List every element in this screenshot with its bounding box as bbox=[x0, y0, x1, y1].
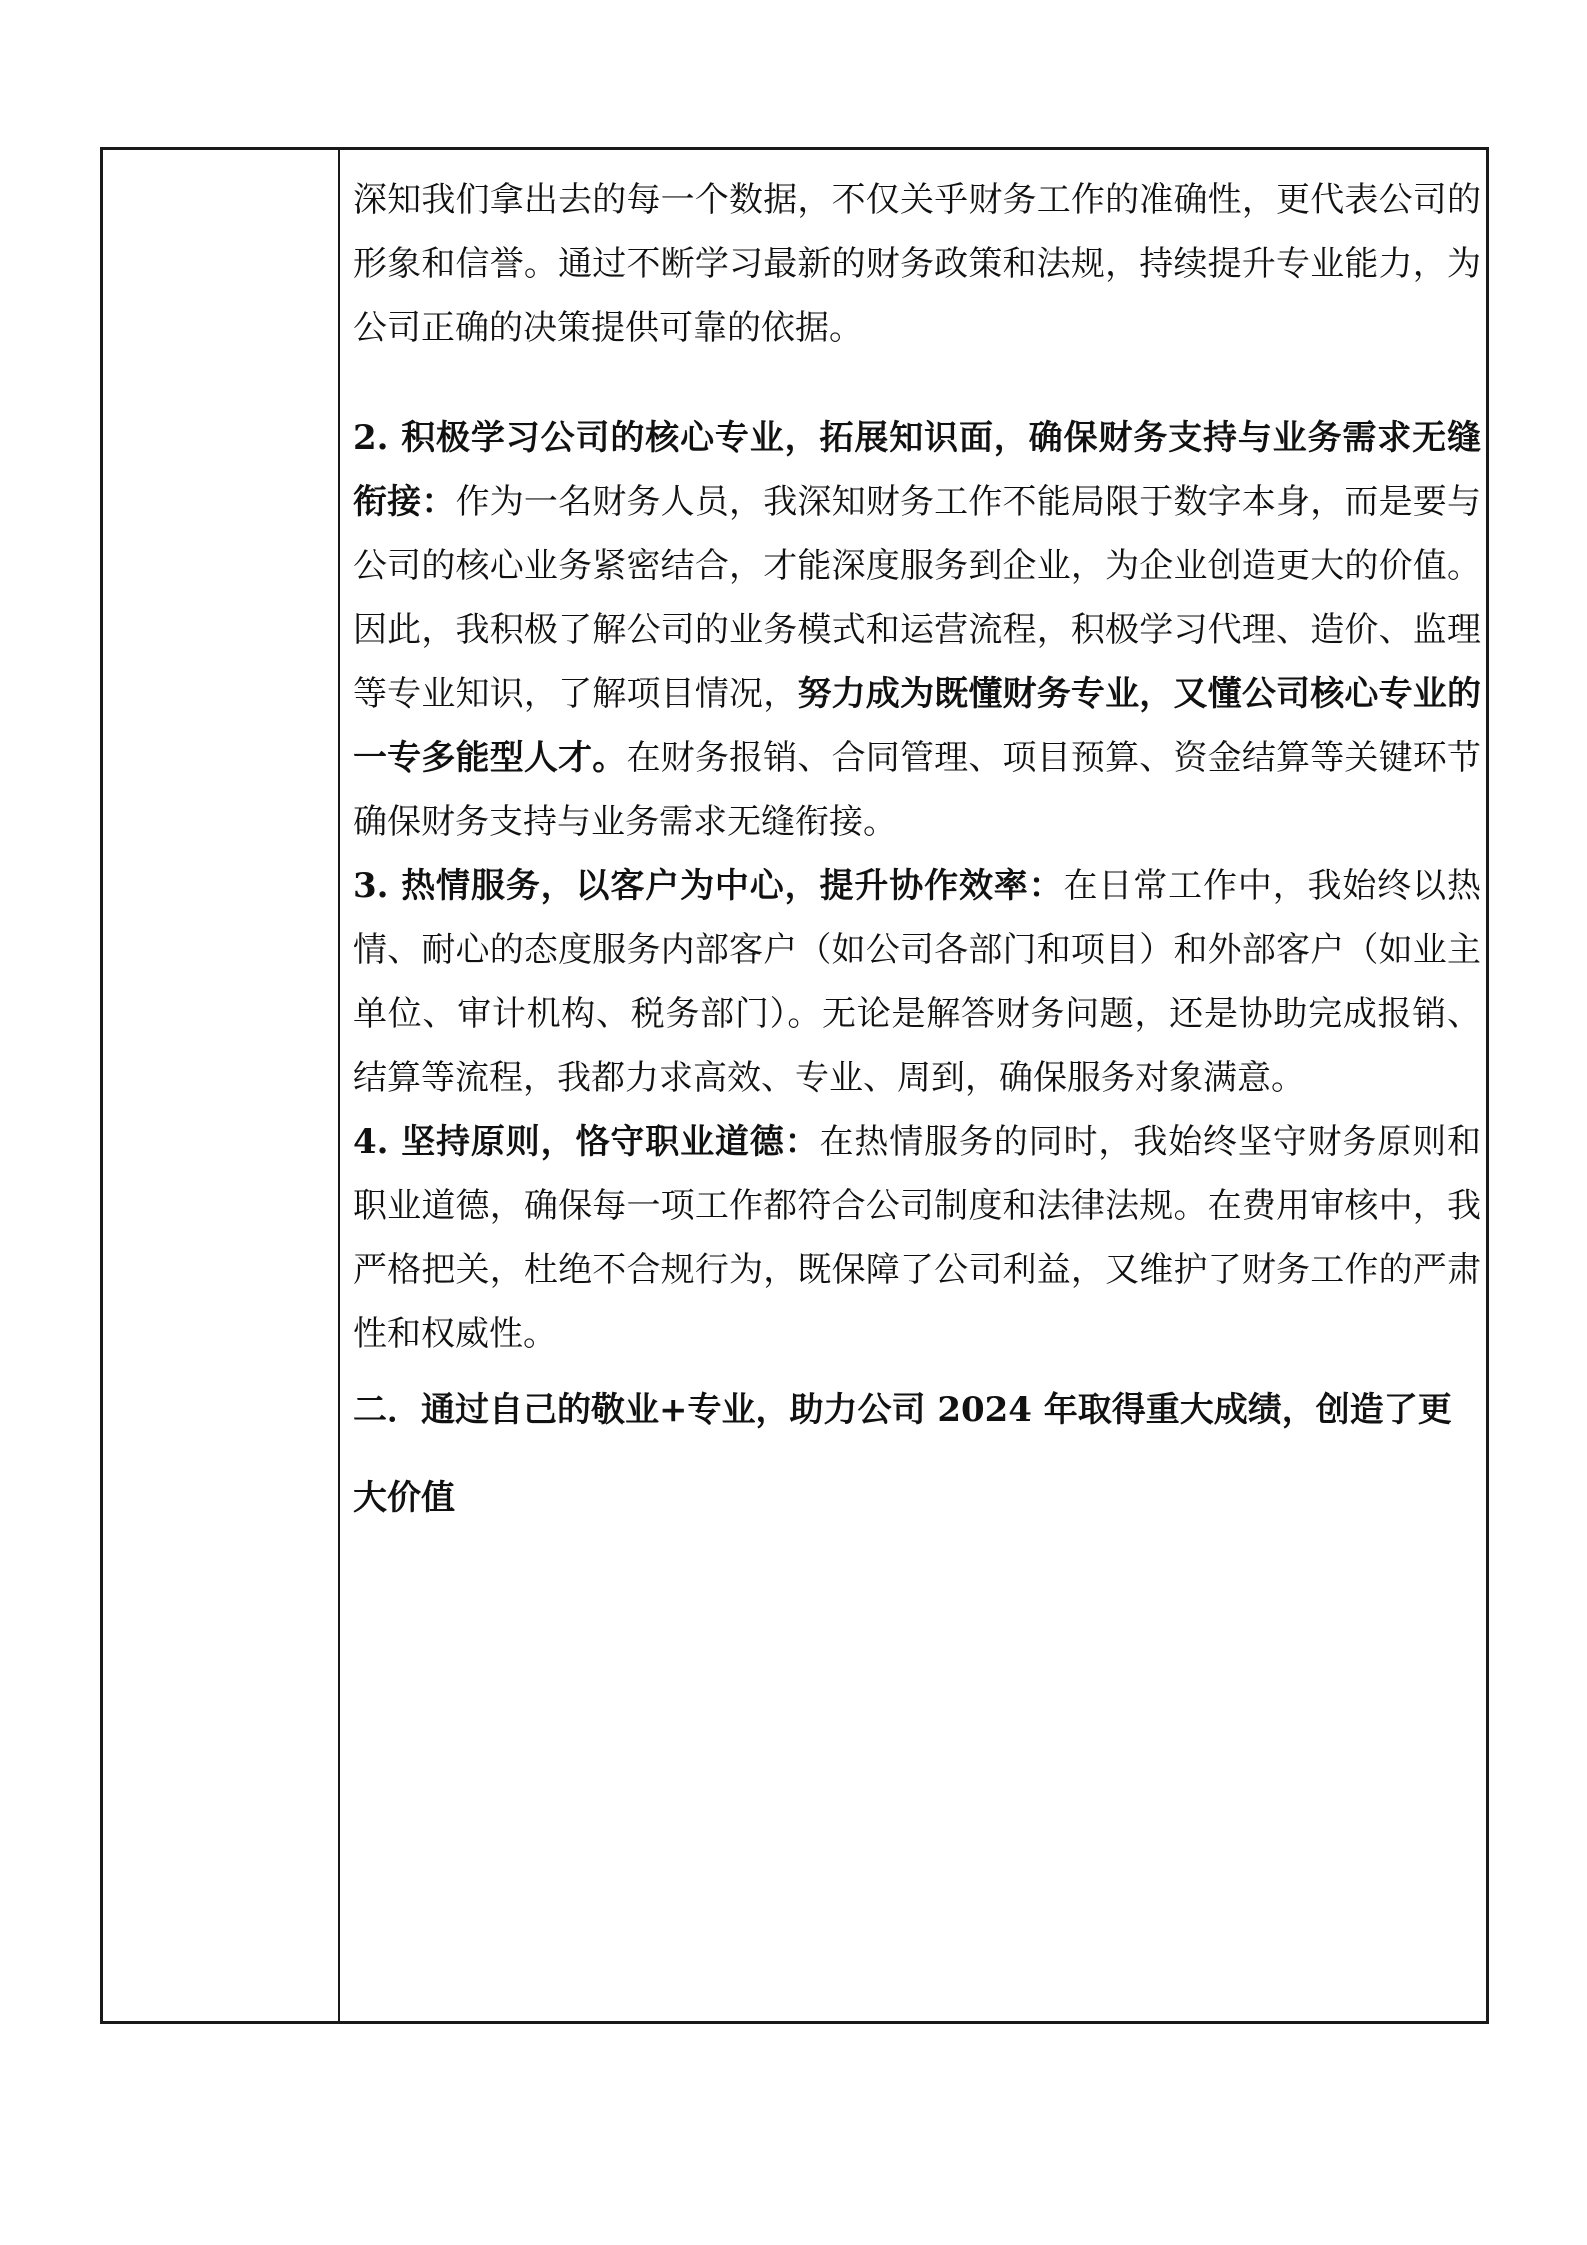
paragraph-spacer bbox=[353, 360, 1481, 406]
document-table bbox=[100, 147, 1489, 2024]
item-4-paragraph bbox=[353, 1110, 1481, 1366]
item-4-bold-lead: 4. 坚持原则，恪守职业道德： bbox=[353, 1122, 820, 1162]
item-4-text-1: 在热情服务的同时，我始终坚守财务原则和职业道德，确保每一项工作都符合公司制度和法律法规。在费用审核中，我严格把关，杜绝不合规行为，既保障了公司利益，又维护了财务工作的严肃性和权威性。 bbox=[353, 1122, 1481, 1354]
item-2-bold-mid: 努力成为既懂财务专业，又懂公司核心专业的一专多能型人才。 bbox=[353, 674, 1481, 778]
item-3-text-1: 在日常工作中，我始终以热情、耐心的态度服务内部客户（如公司各部门和项目）和外部客户（如业主单位、审计机构、税务部门）。无论是解答财务问题，还是协助完成报销、结算等流程，我都力求高效、专业、周到，确保服务对象满意。 bbox=[353, 866, 1481, 1098]
table-left-cell bbox=[103, 150, 338, 2021]
item-2-paragraph bbox=[353, 406, 1481, 854]
item-3-paragraph bbox=[353, 854, 1481, 1110]
table-content-cell bbox=[353, 168, 1481, 1542]
item-3-bold-lead: 3. 热情服务，以客户为中心，提升协作效率： bbox=[353, 866, 1064, 906]
column-divider bbox=[338, 150, 340, 2021]
item-2-text-2: 在财务报销、合同管理、项目预算、资金结算等关键环节确保财务支持与业务需求无缝衔接。 bbox=[353, 738, 1481, 842]
item-2-bold-lead: 2. 积极学习公司的核心专业，拓展知识面，确保财务支持与业务需求无缝衔接： bbox=[353, 418, 1481, 522]
item-2-text-1: 作为一名财务人员，我深知财务工作不能局限于数字本身，而是要与公司的核心业务紧密结合，才能深度服务到企业，为企业创造更大的价值。因此，我积极了解公司的业务模式和运营流程，积极学习代理、造价、监理等专业知识，了解项目情况， bbox=[353, 482, 1481, 714]
intro-paragraph: 深知我们拿出去的每一个数据，不仅关乎财务工作的准确性，更代表公司的形象和信誉。通过不断学习最新的财务政策和法规，持续提升专业能力，为公司正确的决策提供可靠的依据。 bbox=[353, 180, 1481, 348]
section-heading: 二．通过自己的敬业+专业，助力公司 2024 年取得重大成绩，创造了更大价值 bbox=[353, 1390, 1452, 1518]
